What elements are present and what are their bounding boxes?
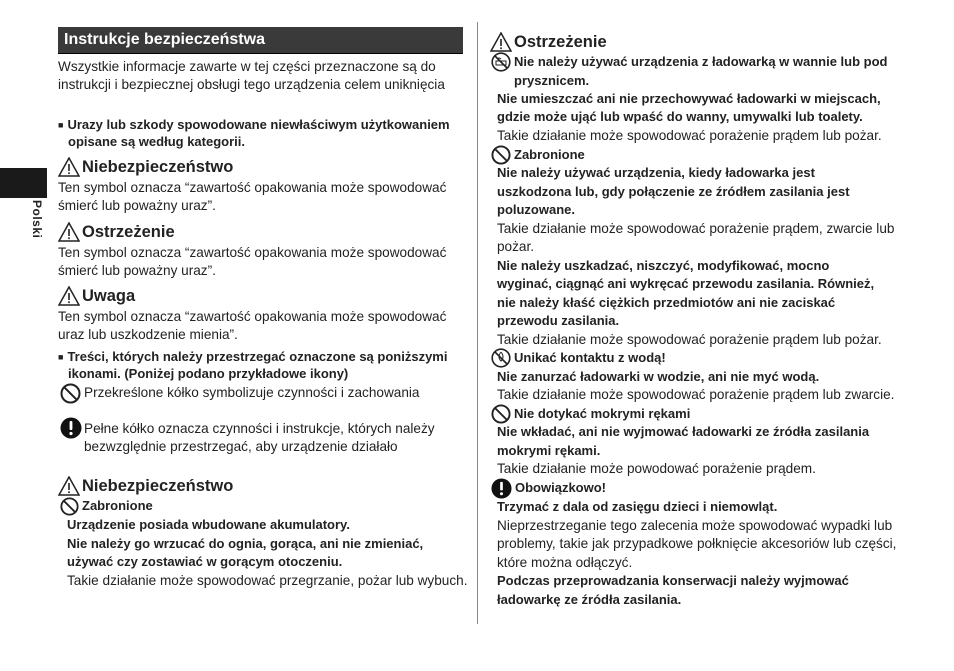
warning-triangle-icon	[490, 32, 512, 52]
mandatory-title-row	[491, 478, 606, 499]
r-t2-2: pożar.	[497, 239, 535, 254]
warning-text-1: Ten symbol oznacza “zawartość opakowania może spowodować	[58, 245, 447, 260]
prohibit-legend-text: Przekreślone kółko symbolizuje czynności i zachowania	[84, 385, 420, 401]
r-b1-1: Nie umieszczać ani nie przechowywać ładowarki w miejscach,	[497, 91, 881, 106]
right-warning-title: Ostrzeżenie	[514, 32, 607, 51]
section-header: Instrukcje bezpieczeństwa	[58, 27, 463, 54]
bullet-categories-line-1: ■ Urazy lub szkody spowodowane niewłaściwym użytkowaniem	[58, 116, 450, 136]
r-b3-2: wyginać, ciągnąć ani wykręcać przewodu zasilania. Również,	[497, 276, 875, 291]
right-zabronione-label: Zabronione	[514, 146, 585, 162]
d2-bold-1: Urządzenie posiada wbudowane akumulatory.	[67, 517, 350, 532]
mandatory-legend-1: Pełne kółko oznacza czynności i instrukcje, których należy	[84, 421, 435, 436]
prohibition-icon	[60, 497, 79, 516]
wet-title-row	[491, 404, 690, 424]
bath-warning-1: Nie należy używać urządzenia z ładowarką w wannie lub pod	[514, 54, 888, 69]
prohibition-icon	[491, 404, 511, 424]
bath-warning-2: prysznicem.	[514, 73, 590, 88]
r-b4: Nie zanurzać ładowarki w wodzie, ani nie myć wodą.	[497, 369, 820, 384]
d2-bold-2: Nie należy go wrzucać do ognia, gorąca, ani nie zmieniać,	[67, 536, 424, 551]
r-t6-1: Nieprzestrzeganie tego zalecenia może spowodować wypadki lub	[497, 518, 893, 533]
prohibition-icon	[60, 383, 81, 404]
caution-text-1: Ten symbol oznacza “zawartość opakowania może spowodować	[58, 309, 447, 324]
right-warning-title-row	[490, 32, 607, 52]
r-b3-1: Nie należy uszkadzać, niszczyć, modyfikować, mocno	[497, 258, 830, 273]
side-tab-marker	[0, 168, 47, 198]
r-t2-1: Takie działanie może spowodować porażenie prądem, zwarcie lub	[497, 221, 895, 236]
no-water-icon	[491, 348, 511, 368]
d2-text: Takie działanie może spowodować przegrzanie, pożar lub wybuch.	[67, 573, 468, 588]
r-b2-2: uszkodzona lub, gdy połączenie ze źródłem zasilania jest	[497, 184, 850, 199]
r-b5-1: Nie wkładać, ani nie wyjmować ładowarki ze źródła zasilania	[497, 424, 870, 439]
r-b3-3: nie należy kłaść ciężkich przedmiotów ani nie zaciskać	[497, 295, 836, 310]
intro-line-2: instrukcji i bezpiecznej obsługi tego urządzenia celem uniknięcia	[58, 77, 445, 92]
wet-title: Nie dotykać mokrymi rękami	[514, 405, 691, 421]
danger-text-1: Ten symbol oznacza “zawartość opakowania może spowodować	[58, 180, 447, 195]
danger-text-2: śmierć lub poważny uraz”.	[58, 198, 216, 213]
d2-bold-3: używać czy zostawiać w gorącym otoczeniu.	[67, 554, 343, 569]
column-divider	[477, 22, 478, 624]
bullet-icons-line-1: ■ Treści, których należy przestrzegać oznaczone są poniższymi	[58, 348, 447, 368]
danger2-title-row	[58, 476, 233, 496]
mandatory-icon	[491, 478, 512, 499]
warning-triangle-icon	[58, 476, 80, 496]
danger-title: Niebezpieczeństwo	[82, 157, 234, 176]
mandatory-legend-2: bezwzględnie przestrzegać, aby urządzenie działało	[84, 439, 398, 454]
caution-text-2: uraz lub uszkodzenie mienia”.	[58, 327, 238, 342]
prohibition-icon	[491, 145, 511, 165]
r-b2-1: Nie należy używać urządzenia, kiedy ładowarka jest	[497, 165, 815, 180]
r-b7-2: ładowarkę ze źródła zasilania.	[497, 592, 682, 607]
r-b3-4: przewodu zasilania.	[497, 313, 620, 328]
bullet-categories-line-2: opisane są według kategorii.	[68, 134, 245, 149]
r-t3: Takie działanie może spowodować porażenie prądem lub pożar.	[497, 332, 882, 347]
intro-line-1: Wszystkie informacje zawarte w tej części przeznaczone są do	[58, 59, 436, 74]
prohibit-legend	[60, 383, 419, 404]
mandatory-title: Obowiązkowo!	[515, 480, 606, 496]
warning-triangle-icon	[58, 222, 80, 242]
zabronione-row-left	[60, 497, 153, 516]
right-zabronione-row	[491, 145, 585, 165]
r-t6-2: problemy, takie jak przypadkowe połknięcie akcesoriów lub części,	[497, 536, 897, 551]
warning-triangle-icon	[58, 286, 80, 306]
r-b6: Trzymać z dala od zasięgu dzieci i niemowląt.	[497, 499, 778, 514]
side-tab-label: Polski	[30, 200, 44, 239]
r-t1: Takie działanie może spowodować porażenie prądem lub pożar.	[497, 128, 882, 143]
water-title-row	[491, 348, 666, 368]
r-b5-2: mokrymi rękami.	[497, 443, 601, 458]
caution-title: Uwaga	[82, 286, 136, 305]
warning-title: Ostrzeżenie	[82, 222, 175, 241]
zabronione-label: Zabronione	[82, 498, 153, 514]
warning-title-row	[58, 222, 175, 242]
mandatory-icon	[60, 417, 82, 439]
danger2-title: Niebezpieczeństwo	[82, 476, 234, 495]
no-bath-icon	[491, 52, 511, 72]
r-b2-3: poluzowane.	[497, 202, 575, 217]
warning-text-2: śmierć lub poważny uraz”.	[58, 263, 216, 278]
r-t5: Takie działanie może powodować porażenie prądem.	[497, 461, 816, 476]
r-t4: Takie działanie może spowodować porażenie prądem lub zwarcie.	[497, 387, 895, 402]
water-title: Unikać kontaktu z wodą!	[514, 349, 666, 365]
bullet-icons-line-2: ikonami. (Poniżej podano przykładowe ikony)	[68, 366, 349, 381]
r-t6-3: które można odłączyć.	[497, 555, 633, 570]
danger-title-row	[58, 157, 233, 177]
warning-triangle-icon	[58, 157, 80, 177]
caution-title-row	[58, 286, 135, 306]
r-b7-1: Podczas przeprowadzania konserwacji należy wyjmować	[497, 573, 849, 588]
r-b1-2: gdzie może ująć lub wpaść do wanny, umywalki lub toalety.	[497, 109, 863, 124]
